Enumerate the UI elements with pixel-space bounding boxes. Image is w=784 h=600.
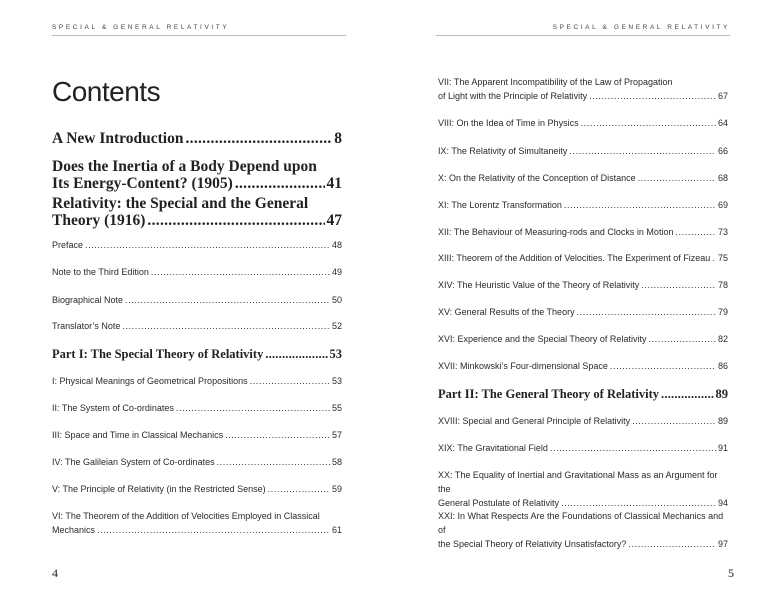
toc-chapter-13[interactable] bbox=[438, 252, 728, 266]
toc-chapter-20[interactable] bbox=[438, 469, 728, 511]
page-number: 61 bbox=[331, 524, 342, 535]
toc-part-two[interactable] bbox=[438, 385, 728, 404]
toc-chapter-1[interactable] bbox=[52, 375, 342, 389]
toc-chapter-5[interactable] bbox=[52, 483, 342, 497]
entry-title: II: The System of Co-ordinates bbox=[52, 403, 174, 413]
entry-title: XIV: The Heuristic Value of the Theory of Relativity bbox=[438, 280, 640, 290]
toc-chapter-2[interactable] bbox=[52, 402, 342, 416]
entry-title-line2: General Postulate of Relativity bbox=[438, 497, 560, 508]
toc-entry-third-edition[interactable] bbox=[52, 266, 342, 280]
entry-title: III: Space and Time in Classical Mechanics bbox=[52, 430, 224, 440]
entry-title-line2: the Special Theory of Relativity Unsatisfactory? bbox=[438, 538, 627, 549]
entry-title: XVIII: Special and General Principle of Relativity bbox=[438, 416, 631, 426]
page-number: 79 bbox=[717, 307, 728, 317]
entry-title: XI: The Lorentz Transformation bbox=[438, 200, 562, 210]
entry-title: XVII: Minkowski’s Four-dimensional Space bbox=[438, 361, 608, 371]
leader-dots bbox=[561, 497, 716, 511]
page-number: 67 bbox=[717, 90, 728, 101]
leader-dots bbox=[638, 172, 716, 186]
toc-chapter-3[interactable] bbox=[52, 429, 342, 443]
toc-entry-translators-note[interactable] bbox=[52, 320, 342, 334]
page-number: 78 bbox=[717, 280, 728, 290]
header-rule-right bbox=[436, 35, 730, 36]
toc-entry-preface[interactable] bbox=[52, 239, 342, 253]
header-rule-left bbox=[52, 35, 346, 36]
page-folio-left: 4 bbox=[52, 566, 58, 580]
leader-dots bbox=[632, 415, 716, 429]
leader-dots bbox=[675, 226, 716, 240]
leader-dots bbox=[225, 429, 330, 443]
page-number: 53 bbox=[331, 376, 342, 386]
leader-dots bbox=[250, 375, 330, 389]
leader-dots bbox=[217, 456, 330, 470]
toc-chapter-14[interactable] bbox=[438, 279, 728, 293]
toc-chapter-16[interactable] bbox=[438, 333, 728, 347]
toc-entry-inertia[interactable] bbox=[52, 158, 342, 192]
page-number: 8 bbox=[334, 130, 342, 147]
right-page bbox=[392, 0, 784, 600]
part-title: Part II: The General Theory of Relativity bbox=[438, 387, 660, 401]
entry-title: Note to the Third Edition bbox=[52, 267, 149, 277]
entry-title: Biographical Note bbox=[52, 295, 124, 305]
entry-title: XII: The Behaviour of Measuring-rods and Clocks in Motion bbox=[438, 227, 674, 237]
leader-dots bbox=[97, 524, 330, 538]
entry-title: IX: The Relativity of Simultaneity bbox=[438, 146, 568, 156]
toc-chapter-8[interactable] bbox=[438, 117, 728, 131]
leader-dots bbox=[151, 266, 330, 280]
toc-part-one[interactable] bbox=[52, 345, 342, 364]
entry-title: IV: The Galileian System of Co-ordinates bbox=[52, 457, 215, 467]
leader-dots bbox=[125, 294, 330, 308]
entry-title-line1: Relativity: the Special and the General bbox=[52, 195, 309, 212]
page-number: 68 bbox=[717, 173, 728, 183]
toc-chapter-6[interactable] bbox=[52, 510, 342, 538]
leader-dots bbox=[265, 345, 327, 364]
entry-title: VIII: On the Idea of Time in Physics bbox=[438, 118, 579, 128]
page-number: 49 bbox=[331, 267, 342, 277]
page-number: 89 bbox=[717, 416, 728, 426]
page-number: 69 bbox=[717, 200, 728, 210]
leader-dots bbox=[589, 90, 716, 104]
leader-dots bbox=[610, 360, 716, 374]
page-folio-right: 5 bbox=[728, 566, 734, 580]
page-number: 94 bbox=[717, 497, 728, 508]
leader-dots bbox=[268, 483, 330, 497]
entry-title: V: The Principle of Relativity (in the Restricted Sense) bbox=[52, 484, 266, 494]
entry-title: XVI: Experience and the Special Theory of Relativity bbox=[438, 334, 647, 344]
leader-dots bbox=[147, 212, 324, 229]
toc-entry-biographical-note[interactable] bbox=[52, 294, 342, 308]
toc-chapter-12[interactable] bbox=[438, 226, 728, 240]
entry-title: Translator’s Note bbox=[52, 321, 121, 331]
entry-title-line1: VI: The Theorem of the Addition of Velocities Employed in Classical bbox=[52, 511, 320, 521]
page-number: 57 bbox=[331, 430, 342, 440]
page-number: 91 bbox=[717, 443, 728, 453]
toc-chapter-11[interactable] bbox=[438, 199, 728, 213]
page-number: 58 bbox=[331, 457, 342, 467]
toc-chapter-17[interactable] bbox=[438, 360, 728, 374]
leader-dots bbox=[641, 279, 716, 293]
leader-dots bbox=[122, 320, 330, 334]
leader-dots bbox=[569, 145, 716, 159]
toc-chapter-7[interactable] bbox=[438, 76, 728, 104]
entry-title: X: On the Relativity of the Conception of Distance bbox=[438, 173, 636, 183]
page-number: 66 bbox=[717, 146, 728, 156]
toc-chapter-18[interactable] bbox=[438, 415, 728, 429]
toc-chapter-15[interactable] bbox=[438, 306, 728, 320]
page-number: 53 bbox=[329, 347, 342, 361]
toc-chapter-19[interactable] bbox=[438, 442, 728, 456]
entry-title: XIX: The Gravitational Field bbox=[438, 443, 548, 453]
page-number: 59 bbox=[331, 484, 342, 494]
toc-chapter-9[interactable] bbox=[438, 145, 728, 159]
page-number: 73 bbox=[717, 227, 728, 237]
part-title: Part I: The Special Theory of Relativity bbox=[52, 347, 264, 361]
entry-title-line1: Does the Inertia of a Body Depend upon bbox=[52, 158, 317, 175]
entry-title: I: Physical Meanings of Geometrical Propositions bbox=[52, 376, 248, 386]
leader-dots bbox=[628, 538, 716, 552]
entry-title: XV: General Results of the Theory bbox=[438, 307, 575, 317]
page-number: 82 bbox=[717, 334, 728, 344]
leader-dots bbox=[235, 175, 325, 192]
contents-title: Contents bbox=[52, 76, 161, 107]
leader-dots bbox=[550, 442, 716, 456]
entry-title-line2: Mechanics bbox=[52, 524, 96, 535]
page-number: 47 bbox=[326, 212, 342, 230]
running-head-left: SPECIAL & GENERAL RELATIVITY bbox=[52, 24, 230, 31]
leader-dots bbox=[581, 117, 716, 131]
page-number: 86 bbox=[717, 361, 728, 371]
page-number: 50 bbox=[331, 295, 342, 305]
page-number: 55 bbox=[331, 403, 342, 413]
page-number: 48 bbox=[331, 240, 342, 250]
entry-title: Preface bbox=[52, 240, 84, 250]
page-number: 75 bbox=[717, 253, 728, 263]
toc-entry-new-introduction[interactable] bbox=[52, 130, 342, 147]
page-number: 97 bbox=[717, 538, 728, 549]
leader-dots bbox=[185, 130, 332, 147]
leader-dots bbox=[712, 252, 716, 266]
page-number: 89 bbox=[715, 387, 728, 401]
entry-title-line1: VII: The Apparent Incompatibility of the Law of Propagation bbox=[438, 77, 673, 87]
entry-title-line1: XXI: In What Respects Are the Foundations of Classical Mechanics and of bbox=[438, 511, 724, 535]
leader-dots bbox=[564, 199, 716, 213]
entry-title: A New Introduction bbox=[52, 130, 184, 147]
running-head-right: SPECIAL & GENERAL RELATIVITY bbox=[552, 24, 730, 31]
entry-title-line2: Its Energy-Content? (1905) bbox=[52, 175, 233, 193]
toc-chapter-10[interactable] bbox=[438, 172, 728, 186]
toc-chapter-21[interactable] bbox=[438, 510, 728, 552]
leader-dots bbox=[648, 333, 716, 347]
entry-title-line1: XX: The Equality of Inertial and Gravitational Mass as an Argument for the bbox=[438, 470, 718, 494]
page-number: 41 bbox=[326, 175, 342, 193]
entry-title-line2: Theory (1916) bbox=[52, 212, 146, 230]
toc-chapter-4[interactable] bbox=[52, 456, 342, 470]
entry-title: XIII: Theorem of the Addition of Velocities. The Experiment of Fizeau bbox=[438, 253, 711, 263]
page-number: 52 bbox=[331, 321, 342, 331]
page-number: 64 bbox=[717, 118, 728, 128]
entry-title-line2: of Light with the Principle of Relativity bbox=[438, 90, 588, 101]
toc-entry-relativity[interactable] bbox=[52, 195, 342, 229]
leader-dots bbox=[176, 402, 330, 416]
leader-dots bbox=[577, 306, 716, 320]
leader-dots bbox=[661, 385, 713, 404]
leader-dots bbox=[85, 239, 330, 253]
